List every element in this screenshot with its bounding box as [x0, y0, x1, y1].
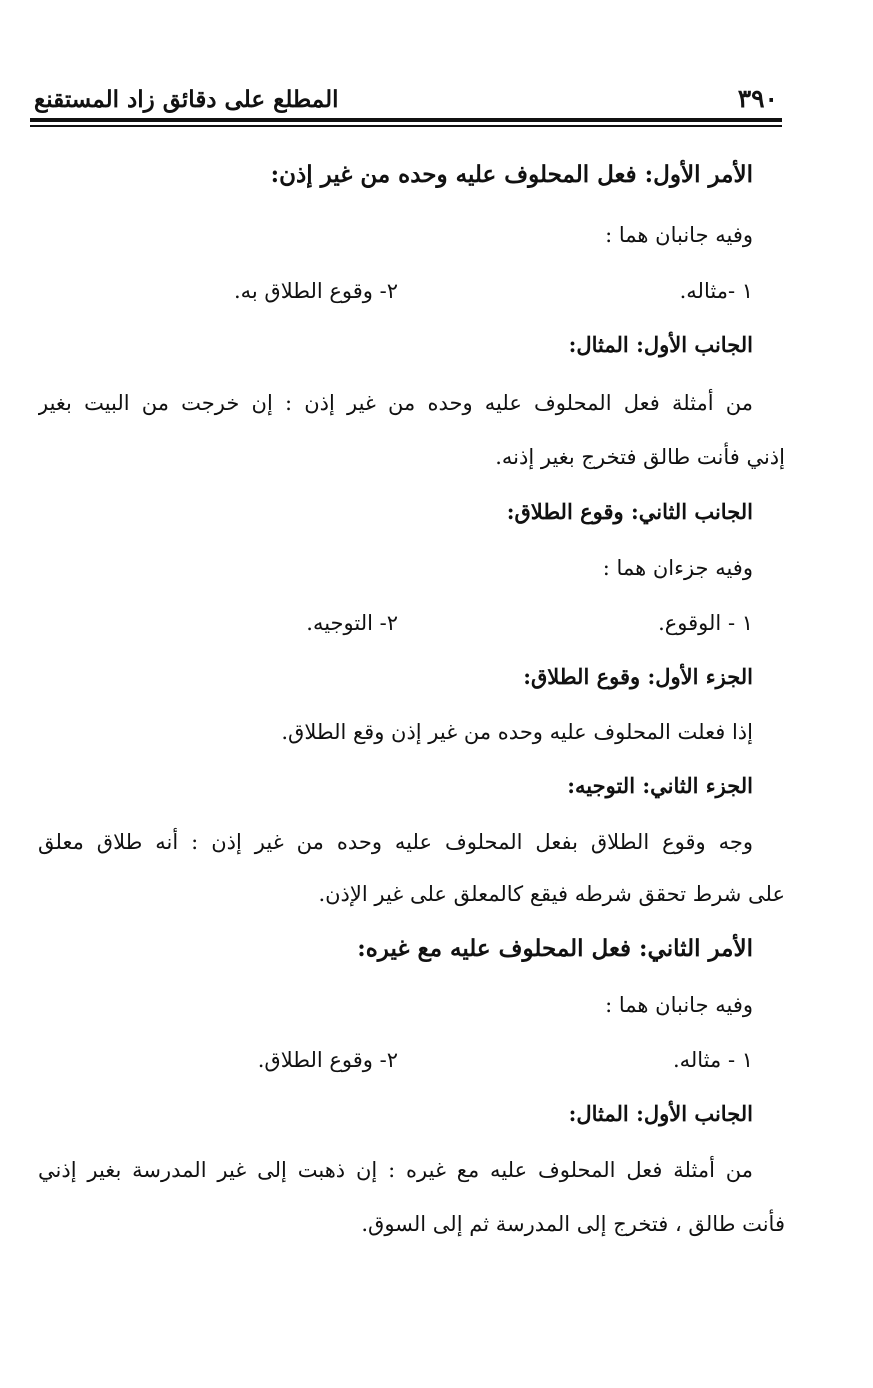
subsection-heading: الجانب الأول: المثال:	[568, 1101, 753, 1126]
paragraph: وفيه جزءان هما :	[602, 556, 753, 580]
subsection-heading: الجانب الأول: المثال:	[568, 332, 753, 357]
paragraph-line: على شرط تحقق شرطه فيقع كالمعلق على غير الإذن.	[318, 882, 785, 906]
paragraph: وفيه جانبان هما :	[605, 993, 753, 1017]
running-title: المطلع على دقائق زاد المستقنع	[34, 86, 339, 113]
paragraph: إذا فعلت المحلوف عليه وحده من غير إذن وقع الطلاق.	[281, 720, 753, 744]
paragraph-line: فأنت طالق ، فتخرج إلى المدرسة ثم إلى السوق.	[361, 1212, 785, 1236]
subsection-heading: الجزء الأول: وقوع الطلاق:	[523, 664, 753, 689]
list-item: ١ -مثاله.	[679, 279, 753, 303]
section-heading-1: الأمر الأول: فعل المحلوف عليه وحده من غير إذن:	[270, 161, 753, 188]
list-item: ٢- وقوع الطلاق به.	[233, 279, 398, 303]
subsection-heading: الجانب الثاني: وقوع الطلاق:	[506, 499, 753, 524]
section-heading-2: الأمر الثاني: فعل المحلوف عليه مع غيره:	[357, 935, 753, 962]
list-item: ٢- وقوع الطلاق.	[257, 1048, 398, 1072]
paragraph: وفيه جانبان هما :	[605, 223, 753, 247]
header-rule-thin	[30, 125, 782, 127]
paragraph-line: من أمثلة فعل المحلوف عليه مع غيره : إن ذهبت إلى غير المدرسة بغير إذني	[38, 1158, 753, 1182]
subsection-heading: الجزء الثاني: التوجيه:	[567, 773, 753, 798]
list-item: ٢- التوجيه.	[306, 611, 398, 635]
header-rule-thick	[30, 118, 782, 122]
list-item: ١ - مثاله.	[672, 1048, 753, 1072]
page-number: ٣٩٠	[737, 84, 778, 113]
paragraph-line: وجه وقوع الطلاق بفعل المحلوف عليه وحده من غير إذن : أنه طلاق معلق	[38, 830, 753, 854]
paragraph-line: من أمثلة فعل المحلوف عليه وحده من غير إذن : إن خرجت من البيت بغير	[38, 391, 753, 415]
paragraph-line: إذني فأنت طالق فتخرج بغير إذنه.	[495, 445, 785, 469]
page-header	[30, 80, 782, 120]
list-item: ١ - الوقوع.	[658, 611, 753, 635]
